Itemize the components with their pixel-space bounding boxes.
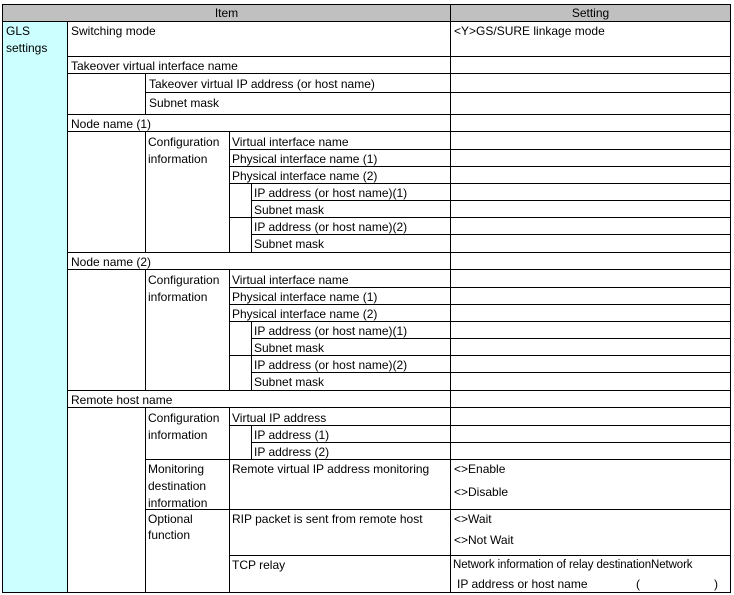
node1-config-line1: Configuration <box>148 135 220 149</box>
row-line <box>145 92 731 93</box>
node1-ip1: IP address (or host name)(1) <box>254 186 408 200</box>
node2-label: Node name (2) <box>71 255 152 269</box>
node1-phys2: Physical interface name (2) <box>232 169 378 183</box>
optional-line2: function <box>148 528 191 542</box>
node2-mask2: Subnet mask <box>254 375 325 389</box>
node2-phys2: Physical interface name (2) <box>232 307 378 321</box>
col-line <box>145 131 146 252</box>
col-line <box>251 321 252 390</box>
node2-config-line1: Configuration <box>148 273 220 287</box>
takeover-mask-label: Subnet mask <box>149 96 220 110</box>
takeover-vif-label: Takeover virtual interface name <box>71 59 238 73</box>
row-line <box>67 114 731 115</box>
row-line <box>229 304 731 305</box>
monitoring-item: Remote virtual IP address monitoring <box>232 462 430 476</box>
rip-item: RIP packet is sent from remote host <box>232 512 423 526</box>
optional-line1: Optional <box>148 512 193 526</box>
remote-vip: Virtual IP address <box>232 411 327 425</box>
node1-vif: Virtual interface name <box>232 135 349 149</box>
header-bottom-line <box>2 21 731 22</box>
node1-mask2: Subnet mask <box>254 237 325 251</box>
row-line <box>67 73 731 74</box>
header-item: Item <box>214 6 239 20</box>
row-line <box>229 166 731 167</box>
monitoring-line1: Monitoring <box>148 462 205 476</box>
row-line <box>229 287 731 288</box>
row-line <box>67 269 731 270</box>
gls-column-divider <box>67 21 68 593</box>
row-line <box>229 149 731 150</box>
node2-config-line2: information <box>148 290 208 304</box>
remote-host-label: Remote host name <box>71 393 173 407</box>
row-line <box>251 338 731 339</box>
row-line <box>145 509 731 510</box>
row-line <box>229 555 731 556</box>
node1-label: Node name (1) <box>71 117 152 131</box>
row-line <box>229 217 731 218</box>
border-top <box>2 4 731 5</box>
row-line <box>67 56 731 57</box>
row-line <box>229 183 731 184</box>
switching-mode-label: Switching mode <box>71 24 156 38</box>
col-line <box>251 425 252 459</box>
node2-mask1: Subnet mask <box>254 341 325 355</box>
row-line <box>229 425 731 426</box>
monitoring-line2: destination <box>148 479 207 493</box>
node1-ip2: IP address (or host name)(2) <box>254 220 408 234</box>
monitoring-disable-option: <>Disable <box>454 485 509 499</box>
col-line <box>251 183 252 252</box>
header-setting: Setting <box>571 6 610 20</box>
row-line <box>251 234 731 235</box>
rip-notwait-option: <>Not Wait <box>454 533 514 547</box>
row-line <box>251 372 731 373</box>
row-line <box>67 252 731 253</box>
row-line <box>145 459 731 460</box>
row-line <box>229 321 731 322</box>
row-line <box>67 131 731 132</box>
col-line <box>145 269 146 390</box>
tcp-relay-item: TCP relay <box>232 558 286 572</box>
border-bottom <box>2 592 731 593</box>
tcp-relay-value-line1: Network information of relay destinationNetwork <box>453 559 693 571</box>
remote-ip2: IP address (2) <box>254 445 330 459</box>
takeover-ip-label: Takeover virtual IP address (or host name) <box>149 77 375 91</box>
node1-mask1: Subnet mask <box>254 203 325 217</box>
col-line <box>145 407 146 593</box>
col-line <box>145 73 146 114</box>
node2-ip1: IP address (or host name)(1) <box>254 324 408 338</box>
node2-phys1: Physical interface name (1) <box>232 290 378 304</box>
tcp-relay-paren-close: ) <box>714 577 718 591</box>
remote-config-line2: information <box>148 428 208 442</box>
col-line <box>229 269 230 390</box>
row-line <box>67 407 731 408</box>
monitoring-line3: information <box>148 496 208 510</box>
rip-wait-option: <>Wait <box>454 512 492 526</box>
node1-phys1: Physical interface name (1) <box>232 152 378 166</box>
gls-label-line2: settings <box>6 41 48 55</box>
remote-ip1: IP address (1) <box>254 428 330 442</box>
col-line <box>229 131 230 252</box>
tcp-relay-value-line2: IP address or host name <box>457 577 588 591</box>
monitoring-enable-option: <>Enable <box>454 462 506 476</box>
col-line <box>229 407 230 593</box>
border-left <box>2 4 3 593</box>
tcp-relay-paren-open: ( <box>636 577 640 591</box>
gls-label-line1: GLS <box>6 24 31 38</box>
row-line <box>251 442 731 443</box>
remote-config-line1: Configuration <box>148 411 220 425</box>
switching-mode-value: <Y>GS/SURE linkage mode <box>454 24 605 38</box>
gls-column-background <box>3 21 67 593</box>
node2-vif: Virtual interface name <box>232 273 349 287</box>
node2-ip2: IP address (or host name)(2) <box>254 358 408 372</box>
node1-config-line2: information <box>148 152 208 166</box>
row-line <box>251 200 731 201</box>
row-line <box>229 355 731 356</box>
row-line <box>67 390 731 391</box>
